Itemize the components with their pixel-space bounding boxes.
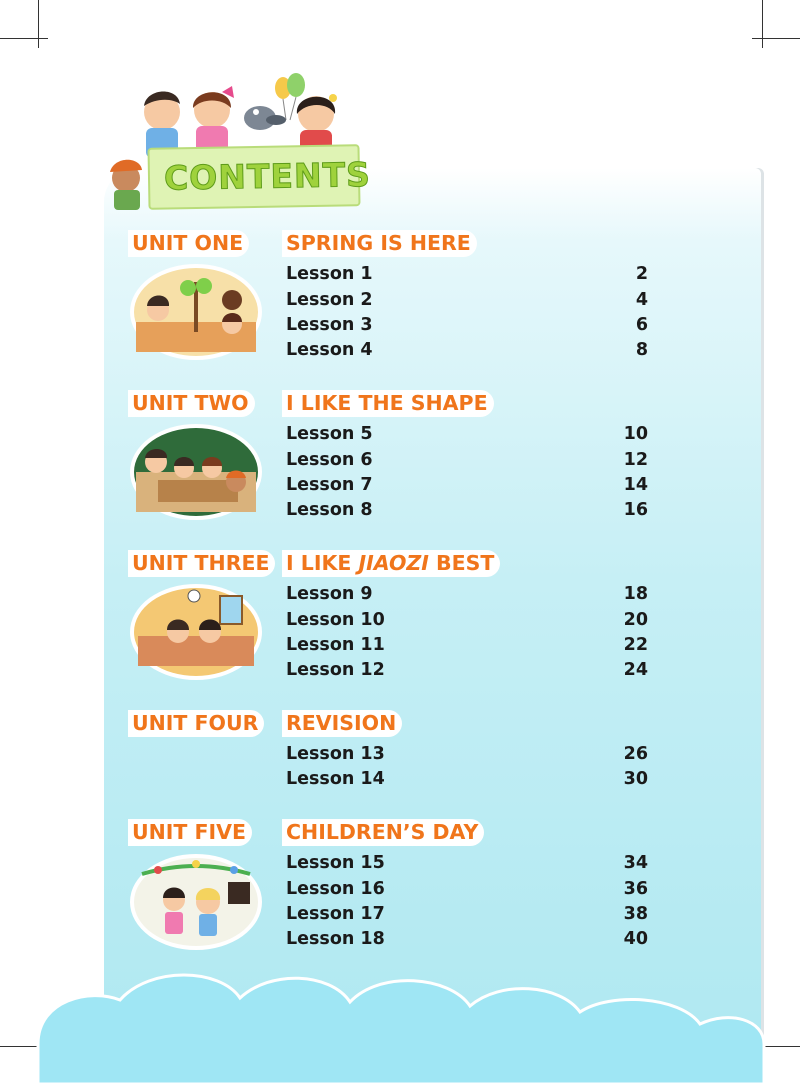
lesson-entry[interactable] xyxy=(286,340,648,365)
lesson-label: Lesson 11 xyxy=(286,635,385,655)
lesson-page: 36 xyxy=(623,879,648,899)
lesson-label: Lesson 3 xyxy=(286,315,373,335)
lesson-page: 26 xyxy=(623,744,648,764)
lesson-entry[interactable] xyxy=(286,290,648,315)
lesson-label: Lesson 1 xyxy=(286,264,373,284)
unit-name: UNIT ONE xyxy=(128,230,249,257)
lesson-label: Lesson 6 xyxy=(286,450,373,470)
lesson-label: Lesson 14 xyxy=(286,769,385,789)
classroom-illustration xyxy=(128,422,264,522)
unit-title: I LIKE JIAOZI BEST xyxy=(282,550,500,577)
lesson-label: Lesson 9 xyxy=(286,584,373,604)
lesson-entry[interactable] xyxy=(286,853,648,878)
lesson-label: Lesson 10 xyxy=(286,610,385,630)
living-room-illustration xyxy=(128,582,264,682)
lesson-label: Lesson 18 xyxy=(286,929,385,949)
lesson-page: 4 xyxy=(635,290,648,310)
lesson-entry[interactable] xyxy=(286,769,648,794)
unit-title: I LIKE THE SHAPE xyxy=(282,390,494,417)
lesson-label: Lesson 15 xyxy=(286,853,385,873)
lesson-entry[interactable] xyxy=(286,264,648,289)
childrens-day-illustration xyxy=(128,852,264,952)
spring-illustration xyxy=(128,262,264,362)
lesson-page: 30 xyxy=(623,769,648,789)
lesson-entry[interactable] xyxy=(286,904,648,929)
crop-mark-tr-h xyxy=(752,38,800,39)
unit-name: UNIT FOUR xyxy=(128,710,264,737)
lesson-label: Lesson 4 xyxy=(286,340,373,360)
unit-name: UNIT THREE xyxy=(128,550,275,577)
lesson-entry[interactable] xyxy=(286,475,648,500)
lesson-label: Lesson 5 xyxy=(286,424,373,444)
lesson-entry[interactable] xyxy=(286,929,648,954)
lesson-entry[interactable] xyxy=(286,635,648,660)
lesson-label: Lesson 8 xyxy=(286,500,373,520)
unit-title: CHILDREN’S DAY xyxy=(282,819,484,846)
lesson-entry[interactable] xyxy=(286,660,648,685)
crop-mark-tl-h xyxy=(0,38,48,39)
lesson-page: 12 xyxy=(623,450,648,470)
lesson-page: 16 xyxy=(623,500,648,520)
cloud-decoration xyxy=(0,940,800,1084)
lesson-entry[interactable] xyxy=(286,610,648,635)
crop-mark-tr-v xyxy=(762,0,763,48)
lesson-label: Lesson 17 xyxy=(286,904,385,924)
lesson-page: 2 xyxy=(635,264,648,284)
lesson-entry[interactable] xyxy=(286,744,648,769)
page-title: CONTENTS xyxy=(163,154,372,198)
lesson-page: 20 xyxy=(623,610,648,630)
lesson-label: Lesson 12 xyxy=(286,660,385,680)
lesson-entry[interactable] xyxy=(286,450,648,475)
unit-name: UNIT FIVE xyxy=(128,819,252,846)
lesson-entry[interactable] xyxy=(286,879,648,904)
lesson-entry[interactable] xyxy=(286,584,648,609)
lesson-label: Lesson 7 xyxy=(286,475,373,495)
lesson-label: Lesson 16 xyxy=(286,879,385,899)
lesson-page: 18 xyxy=(623,584,648,604)
lesson-page: 6 xyxy=(635,315,648,335)
lesson-entry[interactable] xyxy=(286,315,648,340)
lesson-label: Lesson 2 xyxy=(286,290,373,310)
lesson-page: 40 xyxy=(623,929,648,949)
unit-title: REVISION xyxy=(282,710,402,737)
lesson-page: 10 xyxy=(623,424,648,444)
lesson-entry[interactable] xyxy=(286,424,648,449)
lesson-page: 8 xyxy=(635,340,648,360)
lesson-page: 34 xyxy=(623,853,648,873)
contents-title-banner xyxy=(147,144,372,210)
lesson-page: 24 xyxy=(623,660,648,680)
lesson-page: 38 xyxy=(623,904,648,924)
crop-mark-tl-v xyxy=(38,0,39,48)
lesson-page: 14 xyxy=(623,475,648,495)
lesson-entry[interactable] xyxy=(286,500,648,525)
lesson-page: 22 xyxy=(623,635,648,655)
unit-name: UNIT TWO xyxy=(128,390,255,417)
unit-title: SPRING IS HERE xyxy=(282,230,477,257)
lesson-label: Lesson 13 xyxy=(286,744,385,764)
